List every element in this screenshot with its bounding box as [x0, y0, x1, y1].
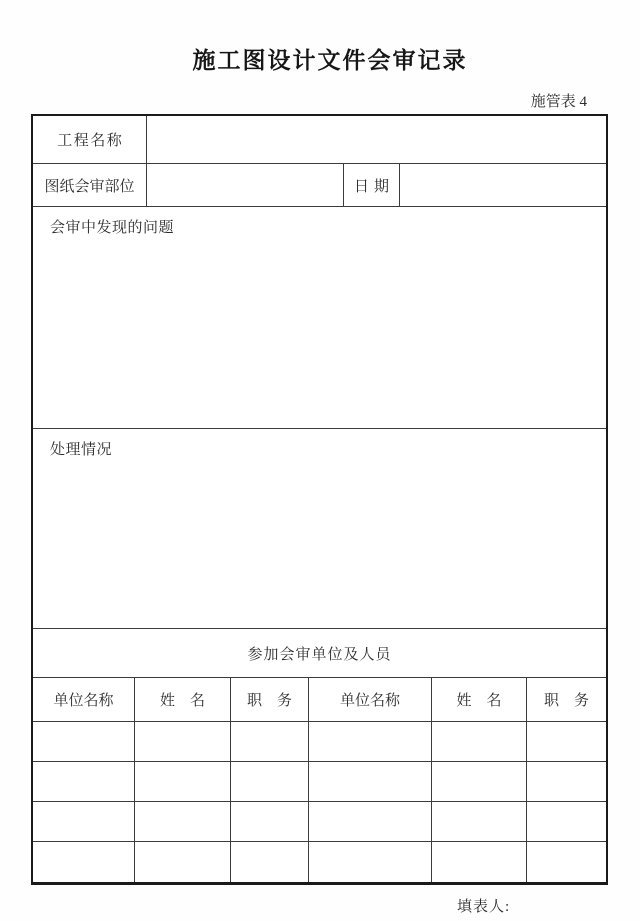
participant-name-cell[interactable]: [432, 722, 527, 761]
participant-name-cell[interactable]: [135, 762, 231, 801]
participants-header-row: [33, 629, 606, 678]
handling-label: 处理情况: [50, 442, 113, 458]
participant-position-cell[interactable]: [231, 762, 309, 801]
participant-row: [33, 762, 606, 802]
participant-row: [33, 842, 606, 882]
col-header-unit-name-1: 单位名称: [33, 678, 135, 721]
form-code-label: 施管表 4: [530, 94, 587, 110]
handling-field[interactable]: [33, 429, 606, 628]
participant-position-cell[interactable]: [527, 842, 606, 882]
participant-unit-cell[interactable]: [309, 802, 432, 841]
problems-label: 会审中发现的问题: [50, 220, 175, 236]
col-header-position-1: 职 务: [231, 678, 309, 721]
project-name-field[interactable]: [147, 116, 606, 163]
participant-position-cell[interactable]: [231, 842, 309, 882]
participant-name-cell[interactable]: [432, 802, 527, 841]
participant-name-cell[interactable]: [135, 842, 231, 882]
participant-name-cell[interactable]: [432, 762, 527, 801]
form-filler-label: 填表人:: [457, 899, 511, 915]
handling-section[interactable]: [33, 429, 606, 629]
review-form-table: [31, 114, 608, 885]
review-location-label: 图纸会审部位: [33, 164, 147, 206]
review-location-field[interactable]: [147, 164, 344, 206]
participant-name-cell[interactable]: [135, 802, 231, 841]
problems-field[interactable]: [33, 207, 606, 428]
participant-position-cell[interactable]: [527, 802, 606, 841]
project-name-label: 工程名称: [33, 116, 147, 163]
participant-name-cell[interactable]: [135, 722, 231, 761]
project-name-row: [33, 116, 606, 164]
participants-header-label: 参加会审单位及人员: [247, 646, 392, 663]
participant-unit-cell[interactable]: [33, 802, 135, 841]
participant-position-cell[interactable]: [527, 762, 606, 801]
date-field[interactable]: [400, 164, 606, 206]
participant-position-cell[interactable]: [527, 722, 606, 761]
page-title: 施工图设计文件会审记录: [192, 47, 468, 73]
problems-section[interactable]: [33, 207, 606, 429]
participant-unit-cell[interactable]: [309, 722, 432, 761]
participant-row: [33, 722, 606, 762]
participants-column-header-row: [33, 678, 606, 722]
participant-unit-cell[interactable]: [309, 842, 432, 882]
participant-position-cell[interactable]: [231, 802, 309, 841]
participant-position-cell[interactable]: [231, 722, 309, 761]
participant-name-cell[interactable]: [432, 842, 527, 882]
participant-unit-cell[interactable]: [309, 762, 432, 801]
col-header-person-name-2: 姓 名: [432, 678, 527, 721]
participant-unit-cell[interactable]: [33, 722, 135, 761]
col-header-unit-name-2: 单位名称: [309, 678, 432, 721]
col-header-person-name-1: 姓 名: [135, 678, 231, 721]
participant-unit-cell[interactable]: [33, 842, 135, 882]
participant-unit-cell[interactable]: [33, 762, 135, 801]
col-header-position-2: 职 务: [543, 693, 589, 709]
date-label: 日期: [344, 164, 400, 206]
participant-row: [33, 802, 606, 842]
review-location-row: [33, 164, 606, 207]
